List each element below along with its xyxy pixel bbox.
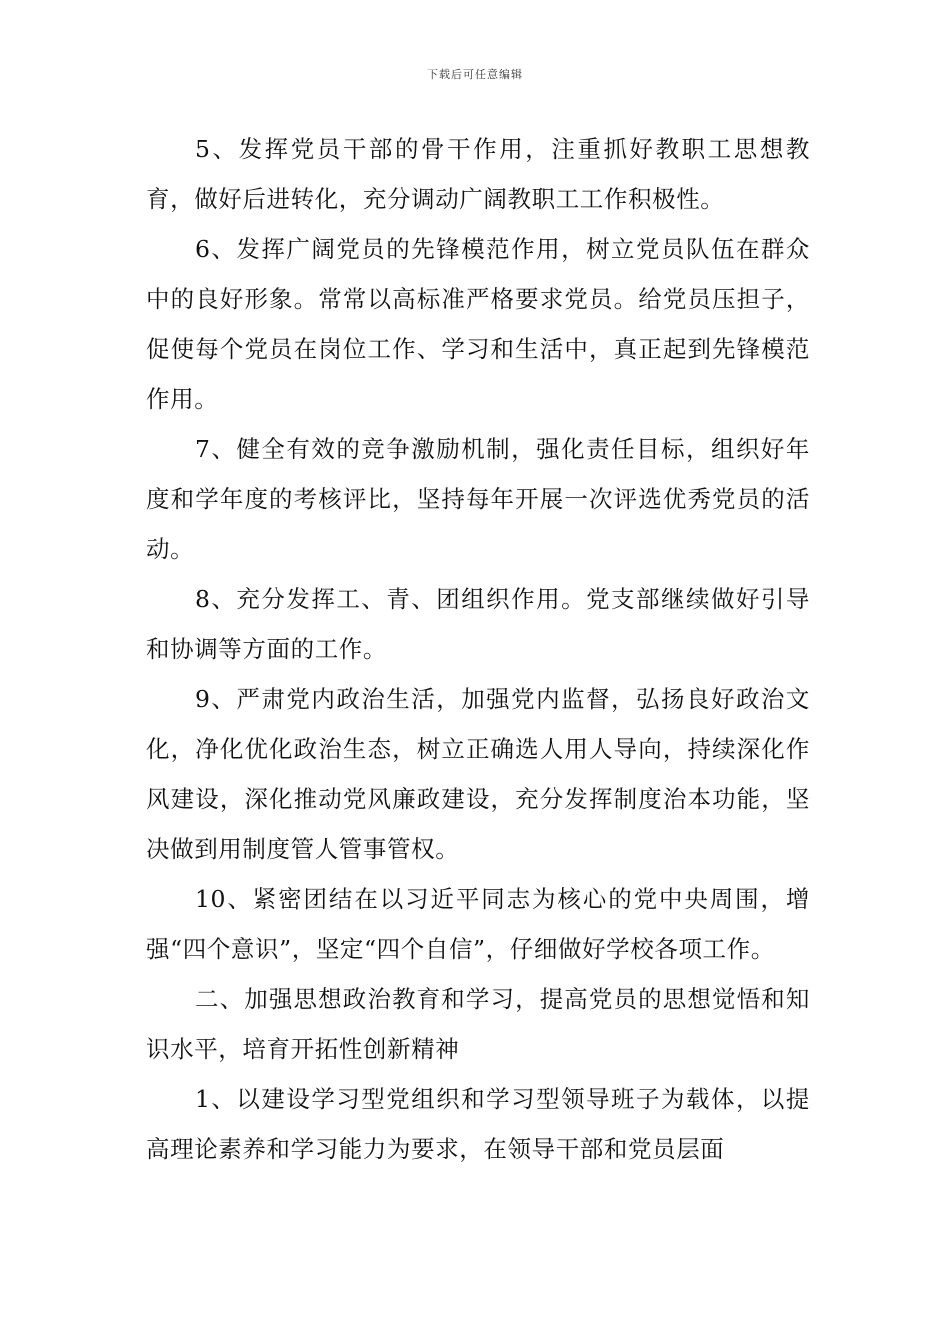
paragraph-section2-item-1: 1、以建设学习型党组织和学习型领导班子为载体，以提高理论素养和学习能力为要求，在领导干部和党员层面 xyxy=(146,1085,810,1163)
paragraph-item-8: 8、充分发挥工、青、团组织作用。党支部继续做好引导和协调等方面的工作。 xyxy=(146,585,810,663)
paragraph-item-5: 5、发挥党员干部的骨干作用，注重抓好教职工思想教育，做好后进转化，充分调动广阔教职工工作积极性。 xyxy=(146,135,810,213)
paragraph-item-9: 9、严肃党内政治生活，加强党内监督，弘扬良好政治文化，净化优化政治生态，树立正确选人用人导向，持续深化作风建设，深化推动党风廉政建设，充分发挥制度治本功能，坚决做到用制度管人管事管权。 xyxy=(146,685,810,863)
paragraph-item-7: 7、健全有效的竞争激励机制，强化责任目标，组织好年度和学年度的考核评比，坚持每年开展一次评选优秀党员的活动。 xyxy=(146,435,810,563)
paragraph-item-6: 6、发挥广阔党员的先锋模范作用，树立党员队伍在群众中的良好形象。常常以高标准严格要求党员。给党员压担子，促使每个党员在岗位工作、学习和生活中，真正起到先锋模范作用。 xyxy=(146,235,810,413)
paragraph-item-10: 10、紧密团结在以习近平同志为核心的党中央周围，增强“四个意识”，坚定“四个自信”，仔细做好学校各项工作。 xyxy=(146,885,810,963)
page-header-note: 下载后可任意编辑 xyxy=(427,68,523,81)
section-heading-2: 二、加强思想政治教育和学习，提高党员的思想觉悟和知识水平，培育开拓性创新精神 xyxy=(146,985,810,1063)
document-body xyxy=(146,124,810,1174)
